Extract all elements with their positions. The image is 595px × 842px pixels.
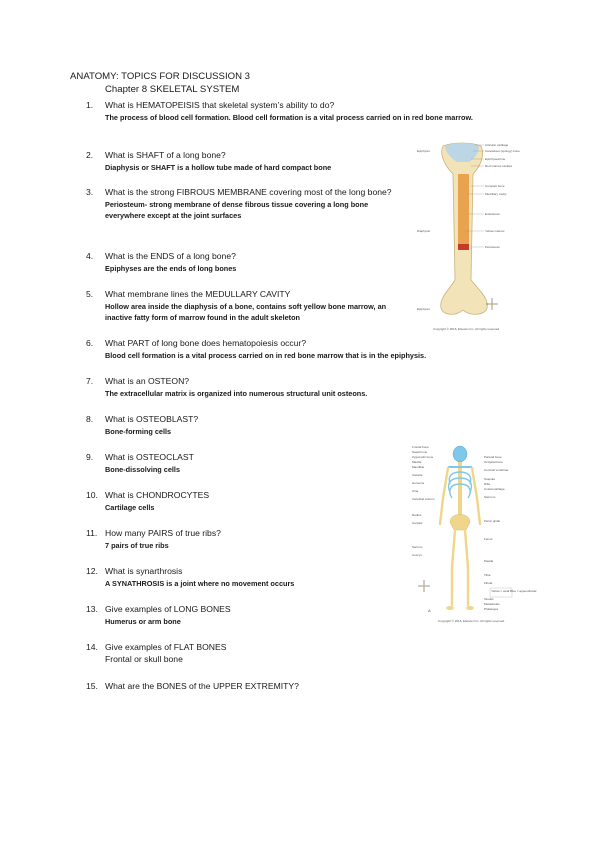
answer-text: Bone-dissolving cells — [105, 464, 181, 474]
answer-text: A SYNATHROSIS is a joint where no movement occurs — [105, 578, 295, 588]
question-number: 15. — [86, 681, 98, 691]
question-text: What is OSTEOCLAST — [105, 452, 194, 462]
answer-text: Diaphysis or SHAFT is a hollow tube made of hard compact bone — [105, 162, 332, 172]
spine — [458, 462, 462, 520]
compass-icon — [486, 298, 498, 310]
cut-section — [458, 244, 469, 250]
label-phalanges: Phalanges — [484, 607, 499, 611]
label-sternum: Sternum — [484, 495, 496, 499]
label-epiphysis-top: Epiphysis — [417, 149, 430, 153]
label-tibia: Tibia — [484, 573, 491, 577]
label-metatarsals: Metatarsals — [484, 602, 500, 606]
question-item — [86, 566, 406, 589]
label-carpals: Carpals — [412, 521, 423, 525]
question-item — [86, 452, 406, 475]
answer-text: 7 pairs of true ribs — [105, 540, 169, 550]
answer-text: Blood cell formation is a vital process carried on in red bone marrow that is in the epiphysis. — [105, 350, 427, 360]
label-fibula: Fibula — [484, 581, 493, 585]
label-periosteum: Periosteum — [485, 245, 501, 249]
figure-letter: A — [428, 608, 431, 613]
label-femur: Femur — [484, 537, 493, 541]
label-tarsals: Tarsals — [484, 597, 494, 601]
skeleton-figure — [410, 440, 537, 625]
question-text: Give examples of FLAT BONES — [105, 642, 227, 652]
question-text: What is OSTEOBLAST? — [105, 414, 199, 424]
question-number: 14. — [86, 642, 98, 652]
label-parietal: Parietal bone — [484, 455, 502, 459]
label-cervical: Cervical vertebrae — [484, 468, 509, 472]
question-item — [86, 490, 406, 513]
question-item — [86, 150, 406, 173]
question-number: 6. — [86, 338, 94, 348]
question-item — [86, 528, 406, 551]
question-text: What is synarthrosis — [105, 566, 183, 576]
question-item — [86, 187, 398, 221]
question-text: What is CHONDROCYTES — [105, 490, 210, 500]
left-labels — [412, 445, 435, 557]
label-ribs: Ribs — [484, 482, 491, 486]
question-text: What is HEMATOPEISIS that skeletal system’s ability to do? — [105, 100, 335, 110]
skull — [453, 446, 467, 462]
question-number: 9. — [86, 452, 94, 462]
legend-text: Yellow = axial Blue = appendicular — [491, 589, 537, 593]
answer-text: Epiphyses are the ends of long bones — [105, 263, 237, 273]
answer-text: Hollow area inside the diaphysis of a bone, contains soft yellow bone marrow, an inactive fatty form of marrow found in the adult skeleton — [105, 301, 387, 322]
label-nasal: Nasal bone — [412, 450, 428, 454]
label-articular-cartilage: Articular cartilage — [485, 143, 509, 147]
label-radius: Radius — [412, 513, 422, 517]
label-pelvic-girdle: Pelvic girdle — [484, 519, 501, 523]
feet — [446, 606, 474, 610]
question-item — [86, 251, 406, 274]
copyright-text: Copyright © 2016, Elsevier Inc. All rights reserved. — [433, 327, 500, 331]
question-number: 2. — [86, 150, 94, 160]
answer-text: Humerus or arm bone — [105, 616, 181, 626]
question-item — [86, 376, 506, 399]
skeleton-drawing — [440, 446, 480, 610]
answer-text: Cartilage cells — [105, 502, 155, 512]
answer-text: The extracellular matrix is organized into numerous structural unit osteons. — [105, 388, 368, 398]
question-item — [86, 414, 406, 437]
question-text: What are the BONES of the UPPER EXTREMITY? — [105, 681, 299, 691]
label-coccyx: Coccyx — [412, 553, 422, 557]
label-endosteum: Endosteum — [485, 212, 501, 216]
question-text: How many PAIRS of true ribs? — [105, 528, 221, 538]
label-zygomatic: Zygomatic bone — [412, 455, 434, 459]
label-diaphysis: Diaphysis — [417, 229, 431, 233]
label-occipital: Occipital bone — [484, 460, 504, 464]
question-text: What is SHAFT of a long bone? — [105, 150, 226, 160]
question-number: 1. — [86, 100, 94, 110]
question-text: What is an OSTEON? — [105, 376, 190, 386]
label-patella: Patella — [484, 559, 494, 563]
label-medullary-cavity: Medullary cavity — [485, 192, 507, 196]
question-text: What is the strong FIBROUS MEMBRANE covering most of the long bone? — [105, 187, 392, 197]
question-number: 3. — [86, 187, 94, 197]
question-item — [86, 338, 506, 361]
question-text: What PART of long bone does hematopoiesis occur? — [105, 338, 307, 348]
label-epiphysis-bottom: Epiphysis — [417, 307, 430, 311]
pelvis — [450, 515, 470, 531]
label-mandible: Mandible — [412, 465, 425, 469]
chapter-title: Chapter 8 SKELETAL SYSTEM — [105, 84, 240, 95]
label-yellow-marrow: Yellow marrow — [485, 229, 505, 233]
label-maxilla: Maxilla — [412, 460, 422, 464]
copyright-text: Copyright © 2016, Elsevier Inc. All rights reserved. — [438, 619, 505, 623]
label-frontal: Frontal bone — [412, 445, 429, 449]
right-labels — [485, 143, 520, 249]
question-number: 4. — [86, 251, 94, 261]
answer-text: Periosteum- strong membrane of dense fibrous tissue covering a long bone everywhere except at the joint surfaces — [105, 199, 369, 220]
question-text: Give examples of LONG BONES — [105, 604, 231, 614]
label-compact-bone: Compact bone — [485, 184, 505, 188]
label-red-marrow: Red marrow cavities — [485, 164, 513, 168]
question-item — [86, 289, 406, 323]
question-item — [86, 642, 406, 665]
question-number: 7. — [86, 376, 94, 386]
question-text: What membrane lines the MEDULLARY CAVITY — [105, 289, 291, 299]
label-costal-cartilage: Costal cartilage — [484, 487, 505, 491]
long-bone-figure — [415, 140, 520, 335]
question-number: 5. — [86, 289, 94, 299]
label-cancellous-bone: Cancellous (spongy) bone — [485, 149, 520, 153]
medullary-cavity — [458, 174, 469, 244]
label-humerus: Humerus — [412, 481, 425, 485]
question-item — [86, 604, 406, 627]
question-number: 8. — [86, 414, 94, 424]
compass-icon — [418, 580, 430, 592]
question-item — [86, 100, 473, 123]
question-number: 10. — [86, 490, 98, 500]
answer-text: Bone-forming cells — [105, 426, 172, 436]
label-epiphyseal-line: Epiphyseal line — [485, 157, 506, 161]
question-number: 13. — [86, 604, 98, 614]
question-item — [86, 681, 406, 693]
label-ulna: Ulna — [412, 489, 419, 493]
question-text: What is the ENDS of a long bone? — [105, 251, 236, 261]
label-vertebral-column: Vertebral column — [412, 497, 435, 501]
answer-text: Frontal or skull bone — [105, 653, 183, 664]
label-scapula: Scapula — [484, 477, 495, 481]
page-title: ANATOMY: TOPICS FOR DISCUSSION 3 — [70, 71, 251, 82]
label-sacrum: Sacrum — [412, 545, 423, 549]
question-number: 12. — [86, 566, 98, 576]
answer-text: The process of blood cell formation. Blood cell formation is a vital process carried on in red bone marrow. — [105, 112, 473, 122]
label-clavicle: Clavicle — [412, 473, 423, 477]
right-labels — [484, 455, 509, 611]
question-number: 11. — [86, 528, 98, 538]
